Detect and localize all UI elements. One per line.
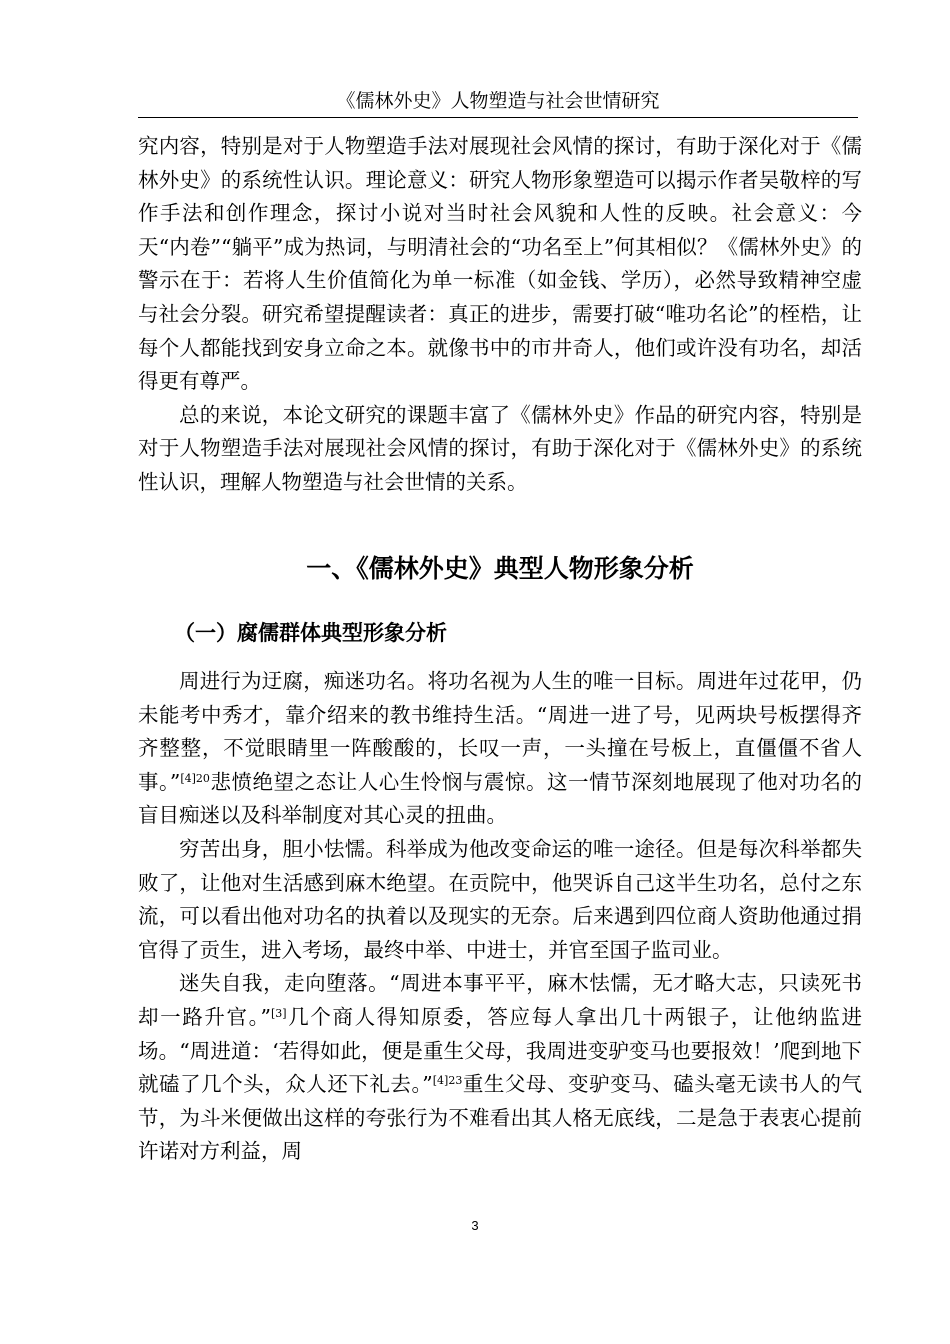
analysis-block xyxy=(138,665,862,1169)
paragraph-text: 悲愤绝望之态让人心生怜悯与震惊。这一情节深刻地展现了他对功名的盲目痴迷以及科举制度对其心灵的扭曲。 xyxy=(138,769,863,828)
paragraph-zhoujin-background: 穷苦出身，胆小怯懦。科举成为他改变命运的唯一途径。但是每次科举都失败了，让他对生活感到麻木绝望。在贡院中，他哭诉自己这半生功名，总付之东流，可以看出他对功名的执着以及现实的无奈。后来遇到四位商人资助他通过捐官得了贡生，进入考场，最终中举、中进士，并官至国子监司业。 xyxy=(138,836,862,962)
paragraph-text: 几个商人得知原委，答应每人拿出几十两银子，让他纳监进场。“周进道：‘若得如此，便是重生父母，我周进变驴变马也要报效！’爬到地下就磕了几个头，众人还下礼去。” xyxy=(138,1004,862,1097)
intro-block xyxy=(138,130,862,500)
paragraph-zhoujin-obsession xyxy=(138,665,862,833)
citation-marker: [4]23 xyxy=(432,1074,463,1088)
paragraph-text: 重生父母、变驴变马、磕头毫无读书人的气节，为斗米便做出这样的夸张行为不难看出其人格无底线，二是急于表衷心提前许诺对方利益，周 xyxy=(138,1072,863,1164)
paragraph-text: 周进行为迂腐，痴迷功名。将功名视为人生的唯一目标。周进年过花甲，仍未能考中秀才，靠介绍来的教书维持生活。“周进一进了号，见两块号板摆得齐齐整整，不觉眼睛里一阵酸酸的，长叹一声，一头撞在号板上，直僵僵不省人事。” xyxy=(138,669,862,794)
chapter-heading: 一、《儒林外史》典型人物形象分析 xyxy=(306,554,694,583)
paragraph-summary: 总的来说，本论文研究的课题丰富了《儒林外史》作品的研究内容，特别是对于人物塑造手法对展现社会风情的探讨，有助于深化对于《儒林外史》的系统性认识，理解人物塑造与社会世情的关系。 xyxy=(138,402,862,494)
running-header: 《儒林外史》人物塑造与社会世情研究 xyxy=(336,90,660,112)
paragraph-zhoujin-decline xyxy=(138,967,862,1169)
page-number: 3 xyxy=(471,1218,479,1233)
paragraph-text: 迷失自我，走向堕落。“周进本事平平，麻木怯懦，无才略大志，只读死书却一路升官。” xyxy=(138,971,862,1029)
citation-marker: [4]20 xyxy=(180,771,210,785)
citation-marker: [3] xyxy=(271,1006,287,1020)
paragraph-significance: 究内容，特别是对于人物塑造手法对展现社会风情的探讨，有助于深化对于《儒林外史》的系统性认识。理论意义：研究人物形象塑造可以揭示作者吴敬梓的写作手法和创作理念，探讨小说对当时社会风貌和人性的反映。社会意义：今天“内卷”“躺平”成为热词，与明清社会的“功名至上”何其相似？《儒林外史》的警示在于：若将人生价值简化为单一标准（如金钱、学历），必然导致精神空虚与社会分裂。研究希望提醒读者：真正的进步，需要打破“唯功名论”的桎梏，让每个人都能找到安身立命之本。就像书中的市井奇人，他们或许没有功名，却活得更有尊严。 xyxy=(138,134,862,394)
section-heading: （一）腐儒群体典型形象分析 xyxy=(174,620,447,645)
header-rule xyxy=(138,117,858,118)
